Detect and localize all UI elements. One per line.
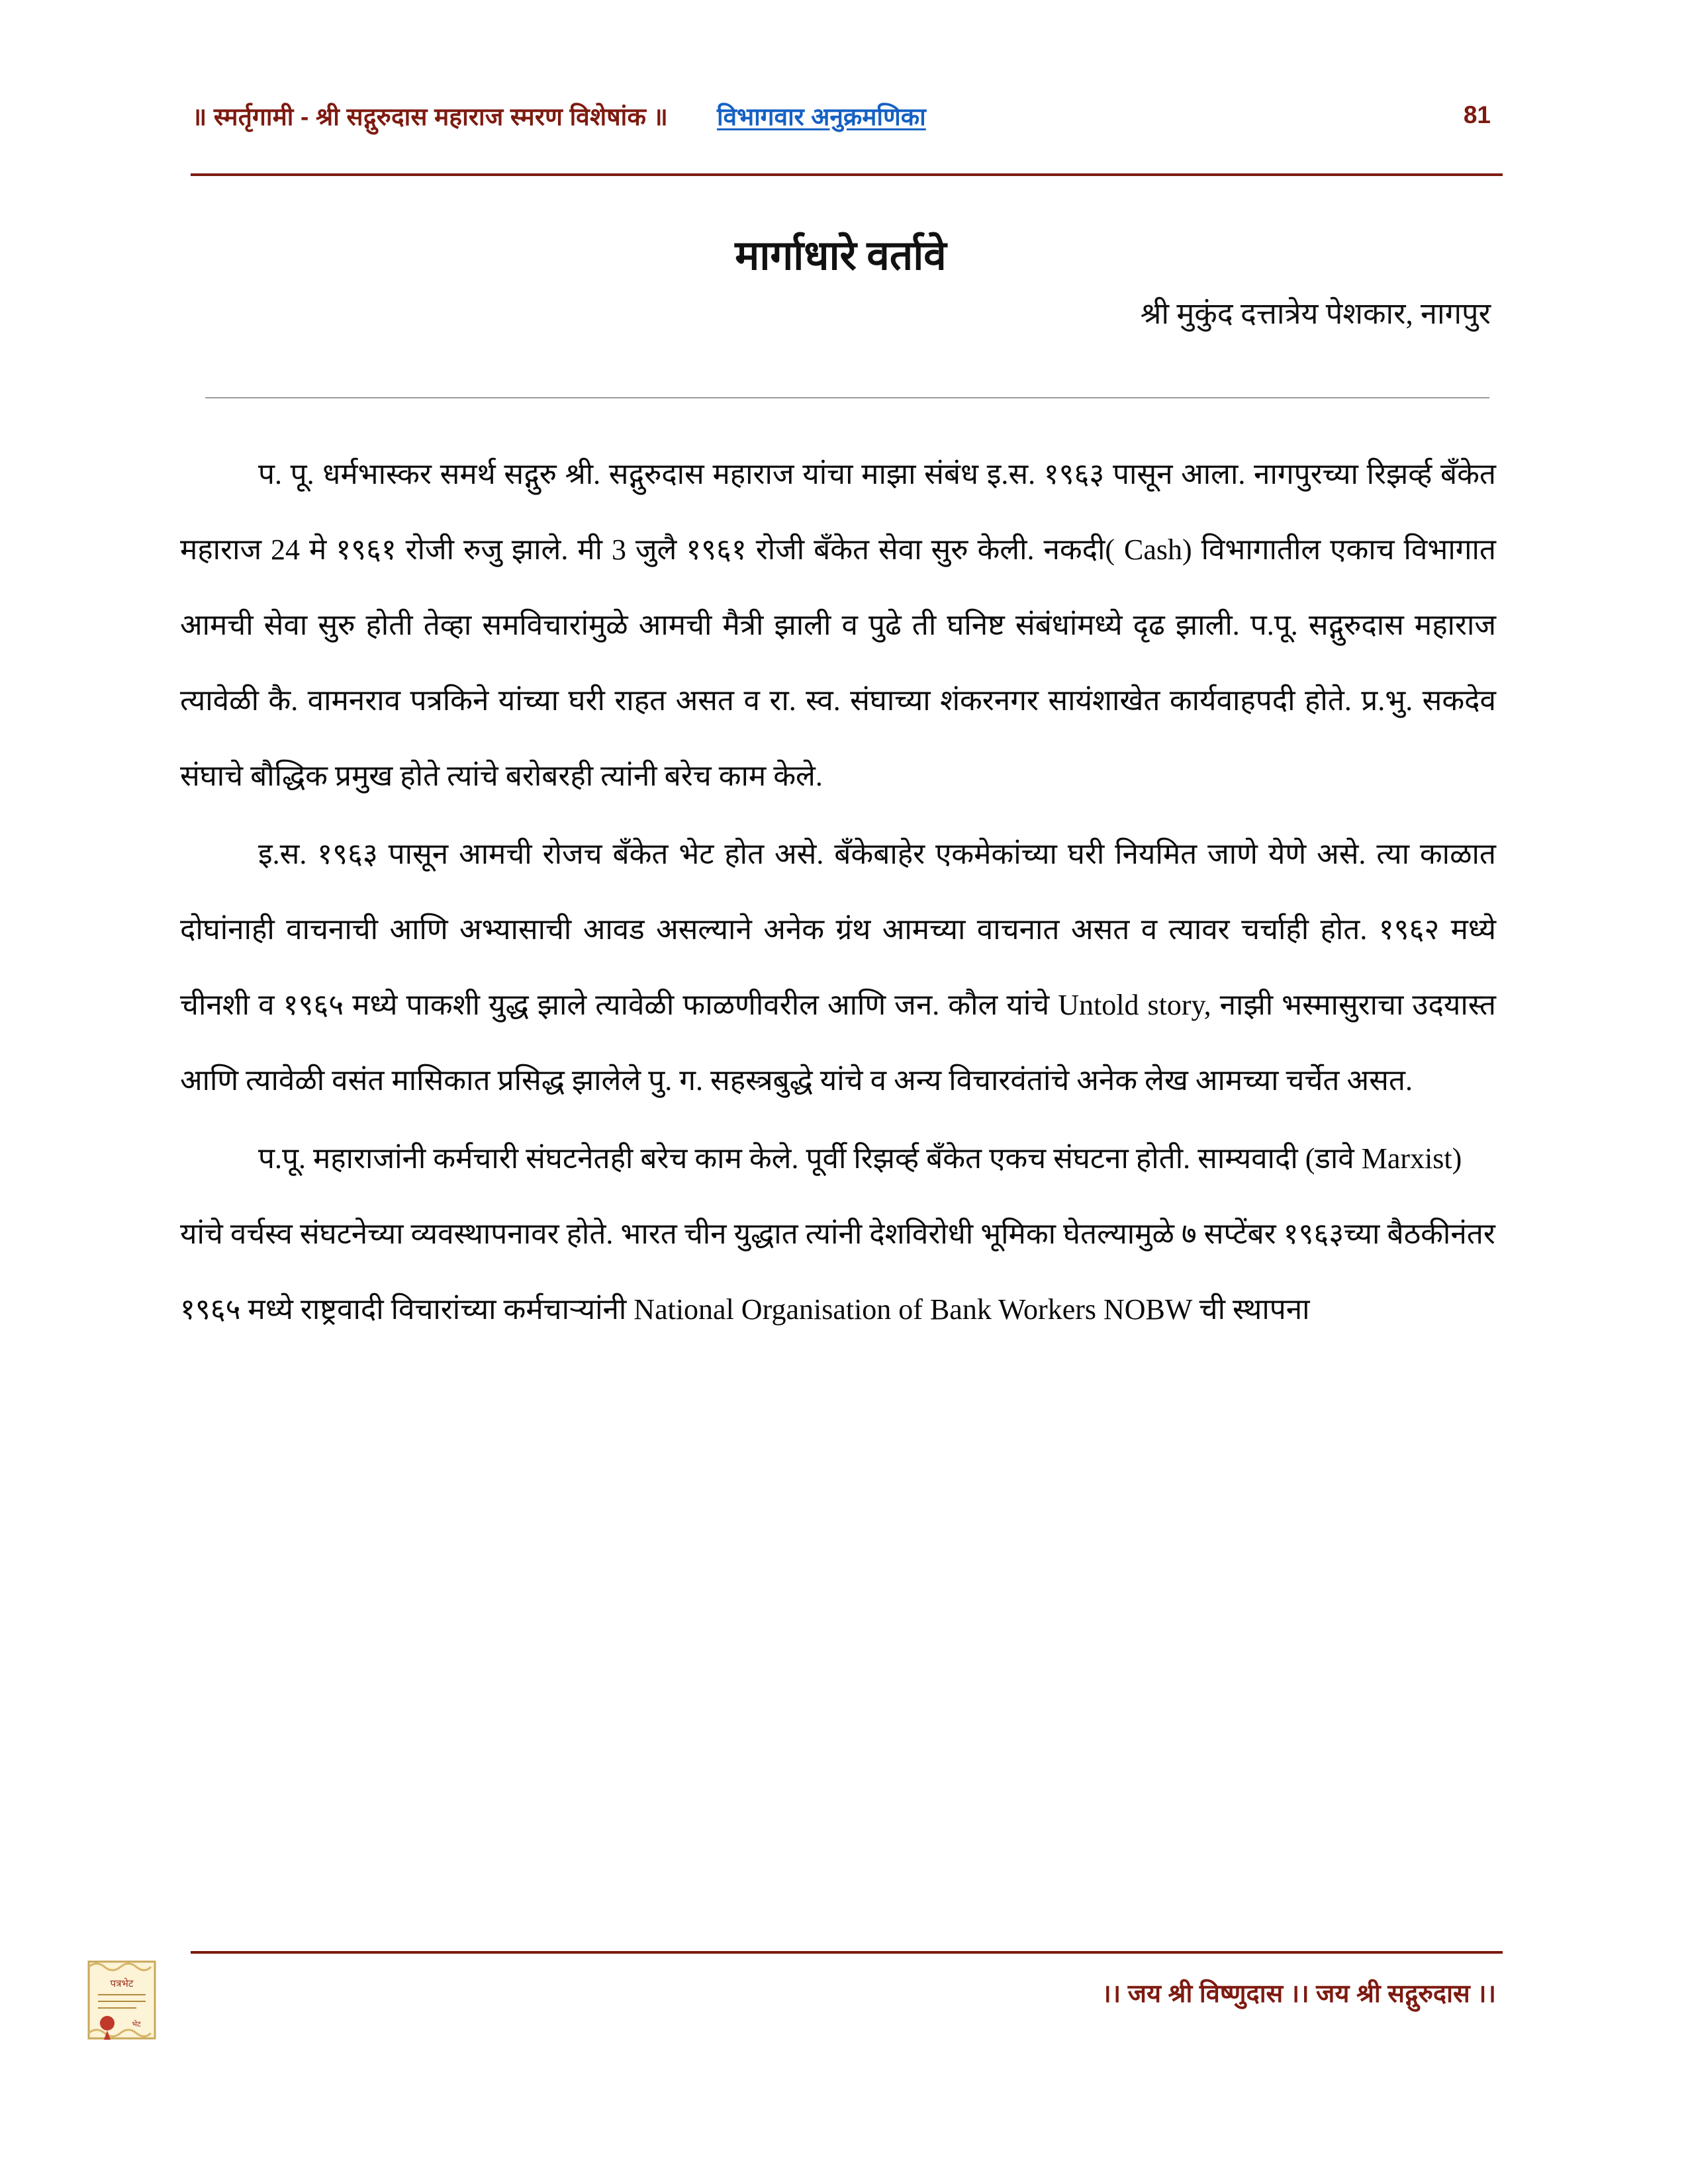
scroll-logo-icon bbox=[85, 1958, 159, 2042]
author-byline: श्री मुकुंद दत्तात्रेय पेशकार, नागपुर bbox=[1140, 297, 1491, 330]
paragraph: इ.स. १९६३ पासून आमची रोजच बँकेत भेट होत असे. बँकेबाहेर एकमेकांच्या घरी नियमित जाणे येणे असे. त्या काळात दोघांनाही वाचनाची आणि अभ्यासाची आवड असल्याने अनेक ग्रंथ आमच्या वाचनात असत व त्यावर चर्चाही होत. १९६२ मध्ये चीनशी व १९६५ मध्ये पाकशी युद्ध झाले त्यावेळी फाळणीवरील आणि जन. कौल यांचे Untold story, नाझी भस्मासुराचा उदयास्त आणि त्यावेळी वसंत मासिकात प्रसिद्ध झालेले पु. ग. सहस्त्रबुद्धे यांचे व अन्य विचारवंतांचे अनेक लेख आमच्या चर्चेत असत. bbox=[180, 838, 1496, 1097]
paragraph: प.पू. महाराजांनी कर्मचारी संघटनेतही बरेच काम केले. पूर्वी रिझर्व्ह बँकेत एकच संघटना होती. साम्यवादी (डावे Marxist) यांचे वर्चस्व संघटनेच्या व्यवस्थापनावर होते. भारत चीन युद्धात त्यांनी देशविरोधी भूमिका घेतल्यामुळे ७ सप्टेंबर १९६३च्या बैठकीनंतर १९६५ मध्ये राष्ट्रवादी विचारांच्या कर्मचाऱ्यांनी National Organisation of Bank Workers NOBW ची स्थापना bbox=[180, 1142, 1495, 1326]
svg-text:भेट: भेट bbox=[132, 2021, 141, 2028]
footer-divider bbox=[191, 1951, 1503, 1954]
header-divider bbox=[191, 173, 1503, 176]
index-link[interactable]: विभागवार अनुक्रमणिका bbox=[716, 103, 926, 130]
svg-text:पत्रभेट: पत्रभेट bbox=[110, 1978, 134, 1989]
title-divider bbox=[205, 397, 1489, 398]
running-title: ॥ स्मर्तृगामी - श्री सद्गुरुदास महाराज स्मरण विशेषांक ॥ bbox=[192, 103, 668, 130]
page-number: 81 bbox=[1463, 101, 1491, 128]
footer-blessing: ।। जय श्री विष्णुदास ।। जय श्री सद्गुरुदास ।। bbox=[1102, 1980, 1496, 2008]
page-title: मार्गाधारे वर्तावे bbox=[735, 233, 947, 279]
article-body bbox=[180, 437, 1496, 1350]
paragraph: प. पू. धर्मभास्कर समर्थ सद्गुरु श्री. सद्गुरुदास महाराज यांचा माझा संबंध इ.स. १९६३ पासून आला. नागपुरच्या रिझर्व्ह बँकेत महाराज 24 मे १९६१ रोजी रुजु झाले. मी 3 जुलै १९६१ रोजी बँकेत सेवा सुरु केली. नकदी( Cash) विभागातील एकाच विभागात आमची सेवा सुरु होती तेव्हा समविचारांमुळे आमची मैत्री झाली व पुढे ती घनिष्ट संबंधांमध्ये दृढ झाली. प.पू. सद्गुरुदास महाराज त्यावेळी कै. वामनराव पत्रकिने यांच्या घरी राहत असत व रा. स्व. संघाच्या शंकरनगर सायंशाखेत कार्यवाहपदी होते. प्र.भु. सकदेव संघाचे बौद्धिक प्रमुख होते त्यांचे बरोबरही त्यांनी बरेच काम केले. bbox=[180, 458, 1496, 792]
page-header bbox=[192, 91, 1503, 139]
